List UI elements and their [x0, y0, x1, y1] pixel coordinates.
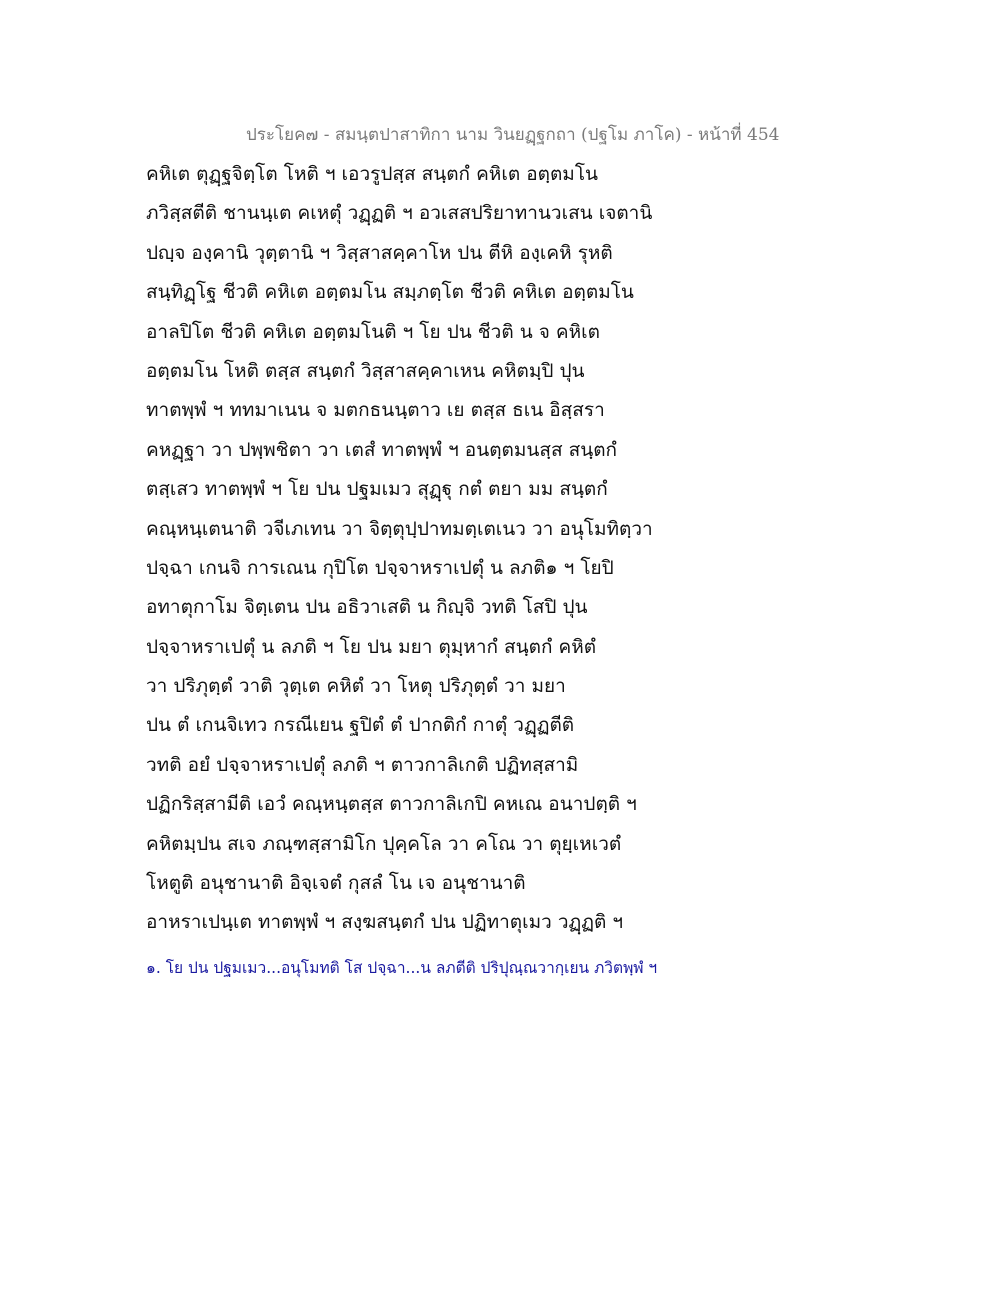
text-line: วา ปริภุตฺตํ วาติ วุตฺเต คหิตํ วา โหตุ ปริภุตฺตํ วา มยา	[146, 675, 566, 698]
text-line: คหิตมฺปน สเจ ภณฺฑสฺสามิโก ปุคฺคโล วา คโณ วา ตุยฺเหเวตํ	[146, 832, 622, 855]
text-line: ทาตพฺพํ ฯ ททมาเนน จ มตกธนนฺตาว เย ตสฺส ธเน อิสฺสรา	[146, 399, 605, 422]
text-line: ปจฺจาหราเปตุํ น ลภติ ฯ โย ปน มยา ตุมฺหากํ สนฺตกํ คหิตํ	[146, 635, 597, 658]
text-line: คหิเต ตุฏฺฐจิตฺโต โหติ ฯ เอวรูปสฺส สนฺตกํ คหิเต อตฺตมโน	[146, 163, 599, 185]
text-line: ปญฺจ องฺคานิ วุตฺตานิ ฯ วิสฺสาสคฺคาโห ปน ตีหิ องฺเคหิ รุหติ	[146, 241, 613, 264]
text-line: อาหราเปนฺเต ทาตพฺพํ ฯ สงฺฆสนฺตกํ ปน ปฏิทาตุเมว วฏฺฏติ ฯ	[146, 911, 624, 934]
page-header: ประโยค๗ - สมนฺตปาสาทิกา นาม วินยฏฺฐกถา (ปฐโม ภาโค) - หน้าที่ 454	[246, 125, 780, 145]
text-line: ปจฺฉา เกนจิ การเณน กุปิโต ปจฺจาหราเปตุํ น ลภติ๑ ฯ โยปิ	[146, 556, 614, 579]
text-line: ปน ตํ เกนจิเทว กรณีเยน ฐปิตํ ตํ ปากติกํ กาตุํ วฏฺฏตีติ	[146, 714, 575, 737]
body-text	[146, 158, 706, 946]
text-line: ภวิสฺสตีติ ชานนฺเต คเหตุํ วฏฺฏติ ฯ อวเสสปริยาทานวเสน เจตานิ	[146, 202, 653, 225]
text-line: วทติ อยํ ปจฺจาหราเปตุํ ลภติ ฯ ตาวกาลิเกติ ปฏิทสฺสามิ	[146, 753, 579, 776]
footnote: ๑. โย ปน ปฐมเมว...อนุโมทติ โส ปจฺฉา...น ลภตีติ ปริปุณฺณวากฺเยน ภวิตพฺพํ ฯ	[146, 959, 658, 977]
text-line: อตฺตมโน โหติ ตสฺส สนฺตกํ วิสฺสาสคฺคาเหน คหิตมฺปิ ปุน	[146, 359, 585, 382]
text-line: อาลปิโต ชีวติ คหิเต อตฺตมโนติ ฯ โย ปน ชีวติ น จ คหิเต	[146, 320, 600, 343]
text-line: โหตูติ อนุชานาติ อิจฺเจตํ กุสลํ โน เจ อนุชานาติ	[146, 872, 526, 895]
text-line: ปฏิกริสฺสามีติ เอวํ คณฺหนฺตสฺส ตาวกาลิเกปิ คหเณ อนาปตฺติ ฯ	[146, 793, 637, 816]
text-line: คหฏฺฐา วา ปพฺพชิตา วา เตสํ ทาตพฺพํ ฯ อนตฺตมนสฺส สนฺตกํ	[146, 438, 618, 461]
text-line: อทาตุกาโม จิตฺเตน ปน อธิวาเสติ น กิญฺจิ วทติ โสปิ ปุน	[146, 596, 588, 619]
text-line: คณฺหนฺเตนาติ วจีเภเทน วา จิตฺตุปฺปาทมตฺเตเนว วา อนุโมทิตฺวา	[146, 517, 653, 540]
text-line: ตสฺเสว ทาตพฺพํ ฯ โย ปน ปฐมเมว สุฏฺฐุ กตํ ตยา มม สนฺตกํ	[146, 478, 608, 501]
text-line: สนฺทิฏฺโฐ ชีวติ คหิเต อตฺตมโน สมฺภตฺโต ชีวติ คหิเต อตฺตมโน	[146, 281, 634, 304]
